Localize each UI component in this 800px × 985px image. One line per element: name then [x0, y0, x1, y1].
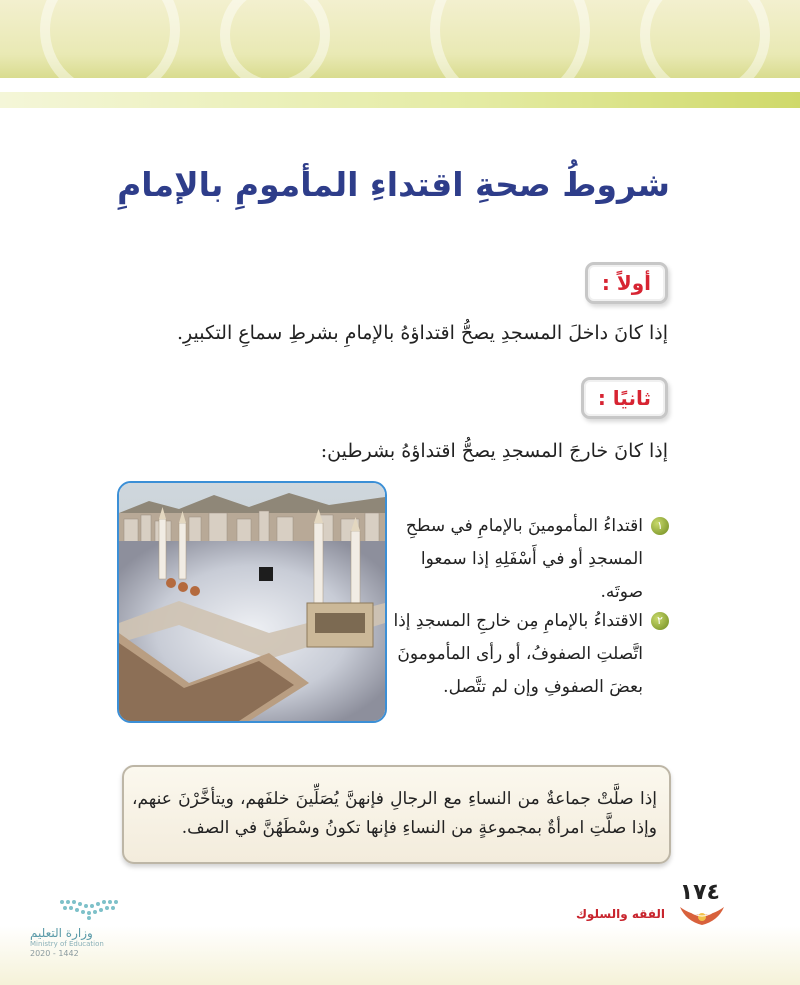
- condition-item-1: [392, 510, 667, 609]
- condition-item-2: [392, 605, 667, 704]
- condition-text-2: الاقتداءُ بالإمامِ مِن خارجِ المسجدِ إذا اتَّصلتِ الصفوفُ، أو رأى المأمومونَ بعضَ الصفوفِ وإن لم تتَّصل.: [393, 611, 643, 697]
- note-text: إذا صلَّتْ جماعةٌ من النساءِ مع الرجالِ فإنهنَّ يُصَلِّينَ خلفَهم، ويتأخَّرْنَ عنهم، وإذا صلَّتِ امرأةٌ بمجموعةٍ من النساءِ فإنها تكونُ وسْطَهُنَّ في الصف.: [132, 789, 657, 838]
- section-text-second: إذا كانَ خارجَ المسجدِ يصحُّ اقتداؤهُ بشرطين:: [320, 440, 668, 462]
- subject-name: الفقه والسلوك: [575, 907, 665, 921]
- section-badge-first: أولاً :: [585, 262, 668, 304]
- section-badge-second: ثانيًا :: [581, 377, 668, 419]
- header-decoration: [0, 0, 800, 78]
- ministry-logo-icon: [58, 898, 120, 922]
- number-bullet-icon: ٢: [651, 612, 669, 630]
- ministry-year: 2020 - 1442: [30, 949, 79, 958]
- ministry-name-english: Ministry of Education: [30, 940, 104, 948]
- header-stripe: [0, 92, 800, 108]
- note-box: [122, 765, 671, 864]
- page-ornament-icon: [678, 903, 726, 929]
- condition-text-1: اقتداءُ المأمومينَ بالإمامِ في سطحِ المسجدِ أو في أَسْفَلِهِ إذا سمعوا صوتَه.: [405, 516, 643, 602]
- page-number: ١٧٤: [679, 880, 720, 905]
- section-text-first: إذا كانَ داخلَ المسجدِ يصحُّ اقتداؤهُ بالإمامِ بشرطِ سماعِ التكبيرِ.: [176, 322, 668, 344]
- page-title: شروطُ صحةِ اقتداءِ المأمومِ بالإمامِ: [117, 165, 670, 204]
- mosque-photo-illustration: [119, 483, 385, 721]
- number-bullet-icon: ١: [651, 517, 669, 535]
- ministry-name-arabic: وزارة التعليم: [30, 926, 93, 940]
- mosque-photo: [117, 481, 387, 723]
- ministry-logo: [30, 898, 125, 960]
